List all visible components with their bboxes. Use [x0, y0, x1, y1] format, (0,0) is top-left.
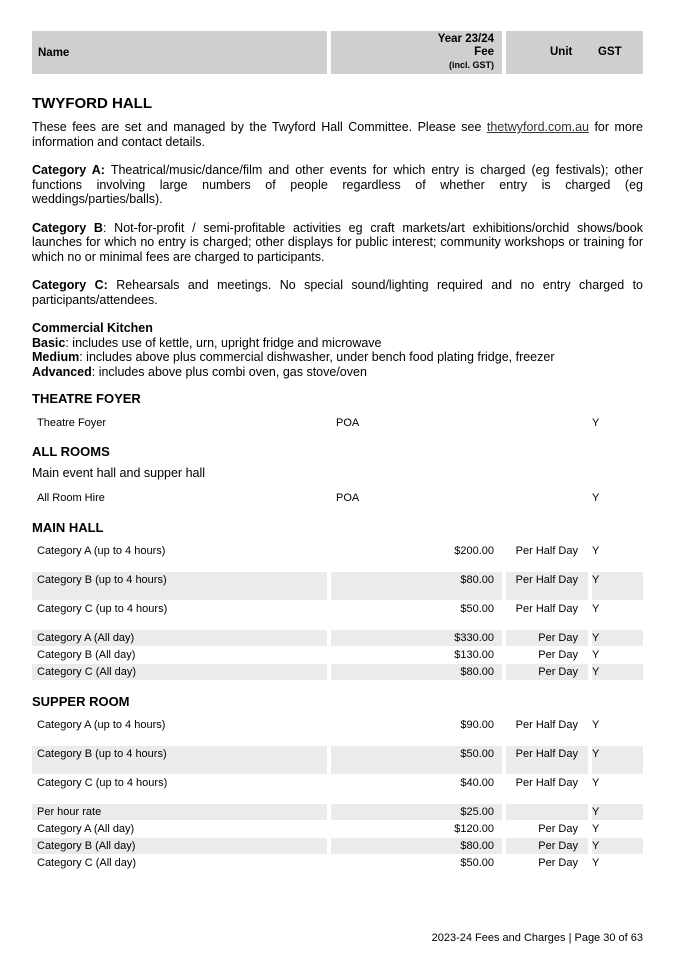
category-c-text: Rehearsals and meetings. No special sound/lighting required and no entry charged to participants/attendees.	[32, 278, 643, 307]
category-c-paragraph	[32, 278, 643, 307]
row-fee: $25.00	[331, 804, 502, 820]
kitchen-advanced-text: : includes above plus combi oven, gas stove/oven	[91, 364, 367, 379]
row-gst: Y	[592, 649, 600, 661]
category-a-text: Theatrical/music/dance/film and other events for which entry is charged (eg festivals); other functions involving large numbers of people regardless of whether entry is charged (eg weddings/parties/balls).	[32, 163, 643, 206]
row-gst: Y	[592, 838, 643, 854]
header-fee-gst-note: (incl. GST)	[449, 60, 494, 70]
row-unit: Per Half Day	[515, 545, 578, 557]
table-row	[32, 821, 643, 837]
row-unit: Per Day	[538, 649, 578, 661]
section-title-theatre-foyer: THEATRE FOYER	[32, 391, 141, 406]
row-name: Category A (up to 4 hours)	[37, 719, 166, 731]
table-row	[32, 804, 643, 820]
row-fee: $80.00	[331, 572, 502, 600]
row-gst: Y	[592, 857, 600, 869]
row-gst: Y	[592, 630, 643, 646]
row-name: Category B (All day)	[37, 649, 136, 661]
kitchen-block	[32, 321, 643, 379]
header-gst: GST	[598, 46, 622, 58]
row-name: Category C (up to 4 hours)	[37, 603, 168, 615]
section-title-main-hall: MAIN HALL	[32, 520, 104, 535]
row-fee: POA	[336, 492, 360, 504]
category-a-label: Category A:	[32, 163, 105, 177]
row-fee: $50.00	[460, 857, 494, 869]
row-name: Theatre Foyer	[37, 417, 107, 429]
row-name: All Room Hire	[37, 492, 105, 504]
row-name: Category B (All day)	[32, 838, 327, 854]
kitchen-medium-text: : includes above plus commercial dishwasher, under bench food plating fridge, freezer	[79, 350, 555, 364]
row-unit: Per Day	[506, 630, 588, 646]
table-row	[32, 415, 643, 429]
category-c-label: Category C:	[32, 278, 108, 292]
header-fee-year: Year 23/24	[437, 33, 494, 45]
row-fee: $200.00	[454, 545, 494, 557]
row-unit: Per Half Day	[515, 603, 578, 615]
table-row	[32, 490, 643, 504]
header-unit: Unit	[550, 46, 573, 58]
section-title-supper-room: SUPPER ROOM	[32, 694, 130, 709]
row-name: Category A (All day)	[32, 630, 327, 646]
row-unit	[506, 804, 588, 820]
row-unit	[506, 490, 588, 504]
all-rooms-subtitle: Main event hall and supper hall	[32, 466, 206, 480]
row-unit: Per Day	[538, 823, 578, 835]
section-title-all-rooms: ALL ROOMS	[32, 444, 110, 459]
row-name: Category C (up to 4 hours)	[37, 777, 168, 789]
row-gst: Y	[592, 572, 643, 600]
category-b-label: Category B	[32, 220, 103, 235]
row-gst: Y	[592, 746, 643, 774]
row-unit	[506, 415, 588, 429]
row-fee: $80.00	[331, 664, 502, 680]
row-name: Category C (All day)	[32, 664, 327, 680]
row-gst: Y	[592, 664, 643, 680]
row-gst: Y	[592, 545, 600, 557]
row-gst: Y	[592, 823, 600, 835]
row-fee: $330.00	[331, 630, 502, 646]
row-gst: Y	[592, 603, 600, 615]
category-b-text: : Not-for-profit / semi-profitable activities eg craft markets/art exhibitions/orchid shows/book launches for which no entry is charged; other displays for public interest; community workshops or training for which no or minimal fees are charged to participants.	[32, 220, 643, 264]
intro-section	[32, 95, 643, 379]
table-row	[32, 572, 643, 600]
website-link[interactable]: thetwyford.com.au	[486, 120, 589, 134]
page-title: TWYFORD HALL	[32, 95, 152, 112]
kitchen-medium-label: Medium	[32, 350, 80, 364]
row-fee: $50.00	[331, 746, 502, 774]
intro-paragraph	[32, 120, 643, 149]
header-fee	[331, 31, 502, 74]
row-unit: Per Half Day	[515, 777, 578, 789]
row-name: Per hour rate	[32, 804, 327, 820]
intro-text: These fees are set and managed by the Twyford Hall Committee. Please see	[32, 120, 482, 134]
kitchen-advanced-label: Advanced	[32, 364, 92, 379]
row-name: Category A (All day)	[37, 823, 135, 835]
row-gst: Y	[592, 492, 600, 504]
row-fee: $90.00	[460, 719, 494, 731]
category-a-paragraph	[32, 163, 643, 207]
table-header	[32, 31, 643, 74]
row-unit: Per Day	[538, 857, 578, 869]
table-row	[32, 746, 643, 774]
row-gst: Y	[592, 719, 600, 731]
category-b-paragraph	[32, 221, 643, 265]
row-unit: Per Day	[506, 664, 588, 680]
row-gst: Y	[592, 804, 643, 820]
row-fee: POA	[336, 417, 360, 429]
table-row	[32, 647, 643, 663]
row-name: Category C (All day)	[37, 857, 137, 869]
row-name: Category B (up to 4 hours)	[32, 572, 327, 600]
header-name-label: Name	[38, 46, 70, 59]
table-row	[32, 601, 643, 629]
row-unit: Per Half Day	[515, 719, 578, 731]
table-row	[32, 838, 643, 854]
table-row	[32, 775, 643, 803]
row-unit: Per Half Day	[506, 746, 588, 774]
header-fee-label: Fee	[474, 46, 494, 58]
row-unit: Per Day	[506, 838, 588, 854]
table-row	[32, 543, 643, 571]
table-row	[32, 630, 643, 646]
kitchen-basic-label: Basic	[32, 335, 66, 350]
row-fee: $120.00	[454, 823, 494, 835]
row-fee: $40.00	[460, 777, 494, 789]
table-row	[32, 664, 643, 680]
kitchen-title: Commercial Kitchen	[32, 321, 153, 335]
row-fee: $80.00	[331, 838, 502, 854]
header-unit-gst	[506, 31, 643, 74]
row-fee: $50.00	[460, 603, 494, 615]
row-name: Category B (up to 4 hours)	[32, 746, 327, 774]
row-gst: Y	[592, 777, 600, 789]
row-unit: Per Half Day	[506, 572, 588, 600]
table-row	[32, 717, 643, 745]
row-name: Category A (up to 4 hours)	[37, 545, 166, 557]
header-name	[32, 31, 327, 74]
table-row	[32, 855, 643, 871]
row-fee: $130.00	[454, 649, 494, 661]
kitchen-basic-text: : includes use of kettle, urn, upright fridge and microwave	[65, 335, 382, 350]
row-gst: Y	[592, 417, 600, 429]
page-footer: 2023-24 Fees and Charges | Page 30 of 63	[431, 932, 643, 944]
intro-text-after: for more information and contact details.	[32, 120, 643, 149]
